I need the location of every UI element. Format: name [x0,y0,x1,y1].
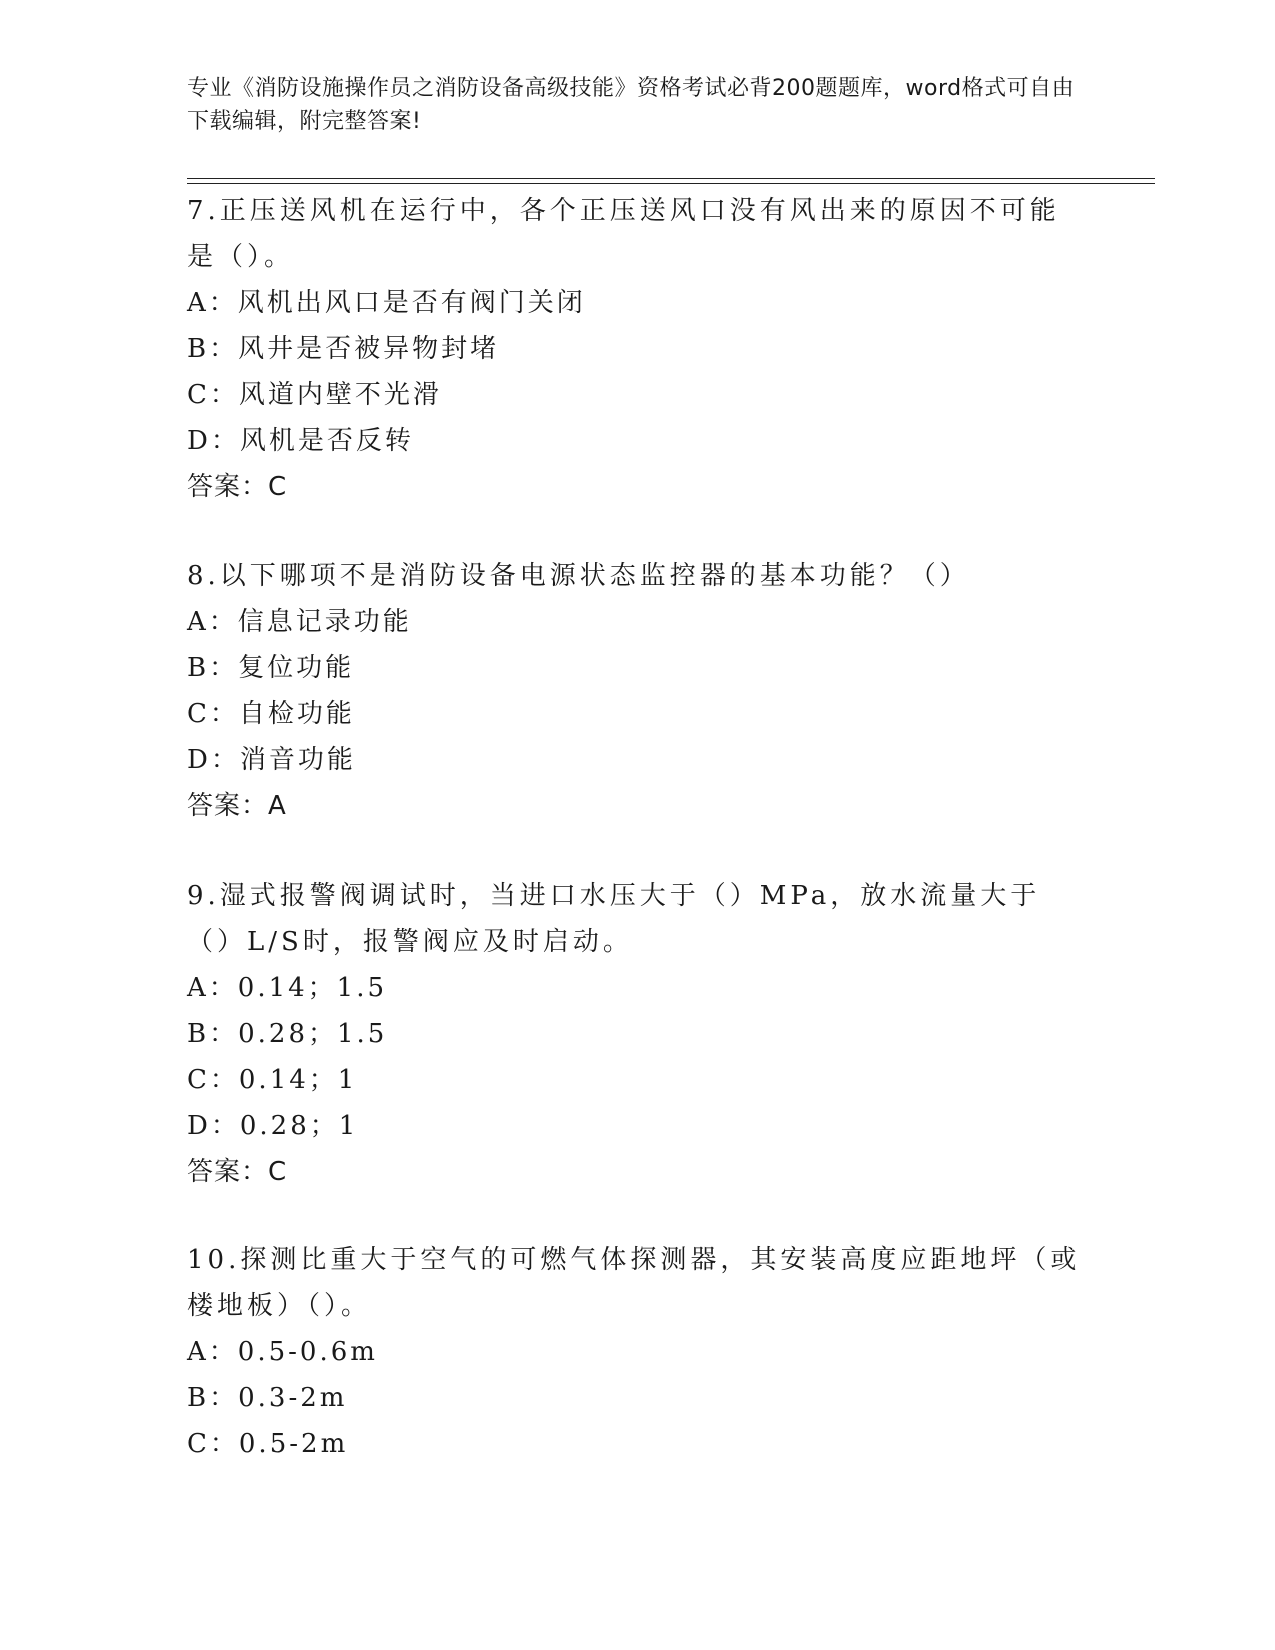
question-stem: 9.湿式报警阀调试时，当进口水压大于（）MPa，放水流量大于（）L/S时，报警阀应及时启动。 [187,881,1041,957]
question-stem: 7.正压送风机在运行中，各个正压送风口没有风出来的原因不可能是（）。 [187,196,1060,272]
option-b: B：复位功能 [187,653,355,683]
question-7 [187,188,1087,510]
question-stem: 10.探测比重大于空气的可燃气体探测器，其安装高度应距地坪（或楼地板）（）。 [187,1245,1081,1321]
answer: 答案：C [187,1157,288,1187]
question-10 [187,1237,1087,1467]
option-c: C：风道内壁不光滑 [187,380,442,410]
option-b: B：风井是否被异物封堵 [187,334,500,364]
answer: 答案：A [187,791,287,821]
option-d: D：风机是否反转 [187,426,414,456]
question-8 [187,553,1087,829]
option-d: D：0.28；1 [187,1111,359,1141]
option-a: A：信息记录功能 [187,607,412,637]
option-b: B：0.3-2m [187,1383,348,1413]
question-9 [187,873,1087,1195]
header-divider-bottom [187,183,1155,184]
option-a: A：0.14；1.5 [187,973,388,1003]
option-a: A：0.5-0.6m [187,1337,378,1367]
option-d: D：消音功能 [187,745,356,775]
option-c: C：0.14；1 [187,1065,358,1095]
header-divider-top [187,178,1155,179]
option-a: A：风机出风口是否有阀门关闭 [187,288,586,318]
question-stem: 8.以下哪项不是消防设备电源状态监控器的基本功能？（） [187,561,970,591]
option-c: C：0.5-2m [187,1429,349,1459]
option-c: C：自检功能 [187,699,355,729]
document-header: 专业《消防设施操作员之消防设备高级技能》资格考试必背200题题库，word格式可自由下载编辑，附完整答案! [187,76,1075,134]
answer: 答案：C [187,472,288,502]
option-b: B：0.28；1.5 [187,1019,388,1049]
